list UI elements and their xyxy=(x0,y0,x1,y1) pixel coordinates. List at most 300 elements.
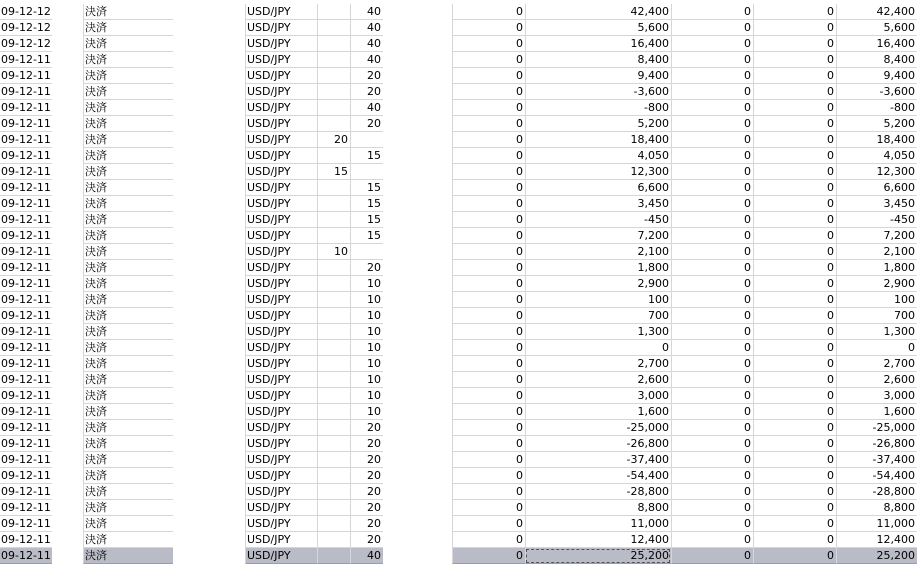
cell-qty-a[interactable]: 20 xyxy=(317,132,350,148)
cell-total[interactable]: -25,000 xyxy=(836,420,917,436)
cell-zero-3[interactable]: 0 xyxy=(753,132,836,148)
cell-date[interactable]: 09-12-11 xyxy=(1,261,51,274)
cell-qty-b[interactable] xyxy=(350,164,383,180)
cell-zero-2[interactable]: 0 xyxy=(671,452,753,468)
cell-zero-3[interactable]: 0 xyxy=(753,516,836,532)
cell-zero-1[interactable]: 0 xyxy=(452,196,525,212)
cell-total[interactable]: -450 xyxy=(836,212,917,228)
cell-zero-2[interactable]: 0 xyxy=(671,196,753,212)
cell-date[interactable]: 09-12-11 xyxy=(1,421,51,434)
cell-total[interactable]: 700 xyxy=(836,308,917,324)
cell-profit-loss[interactable]: 2,900 xyxy=(525,276,671,292)
cell-type[interactable]: 決済 xyxy=(83,20,173,36)
cell-total[interactable]: 5,600 xyxy=(836,20,917,36)
cell-date[interactable]: 09-12-11 xyxy=(1,373,51,386)
cell-qty-a[interactable] xyxy=(317,468,350,484)
cell-pair[interactable]: USD/JPY xyxy=(245,516,317,532)
cell-type[interactable]: 決済 xyxy=(83,68,173,84)
cell-pair[interactable]: USD/JPY xyxy=(245,212,317,228)
cell-zero-3[interactable]: 0 xyxy=(753,36,836,52)
cell-qty-a[interactable] xyxy=(317,4,350,20)
cell-pair[interactable]: USD/JPY xyxy=(245,484,317,500)
cell-qty-a[interactable]: 10 xyxy=(317,244,350,260)
cell-type[interactable]: 決済 xyxy=(83,116,173,132)
cell-zero-3[interactable]: 0 xyxy=(753,340,836,356)
cell-profit-loss[interactable]: -54,400 xyxy=(525,468,671,484)
cell-date[interactable]: 09-12-11 xyxy=(1,453,51,466)
table-row[interactable] xyxy=(0,340,919,356)
cell-type[interactable]: 決済 xyxy=(83,132,173,148)
cell-date[interactable]: 09-12-11 xyxy=(1,229,51,242)
cell-zero-1[interactable]: 0 xyxy=(452,420,525,436)
cell-zero-3[interactable]: 0 xyxy=(753,164,836,180)
cell-total[interactable]: 1,600 xyxy=(836,404,917,420)
cell-qty-b[interactable]: 15 xyxy=(350,196,383,212)
cell-zero-1[interactable]: 0 xyxy=(452,532,525,548)
cell-type[interactable]: 決済 xyxy=(83,468,173,484)
cell-zero-2[interactable]: 0 xyxy=(671,308,753,324)
cell-total[interactable]: 2,100 xyxy=(836,244,917,260)
cell-zero-2[interactable]: 0 xyxy=(671,404,753,420)
cell-profit-loss[interactable]: 11,000 xyxy=(525,516,671,532)
cell-zero-3[interactable]: 0 xyxy=(753,260,836,276)
cell-zero-2[interactable]: 0 xyxy=(671,132,753,148)
table-row[interactable] xyxy=(0,276,919,292)
cell-date[interactable]: 09-12-11 xyxy=(1,149,51,162)
cell-pair[interactable]: USD/JPY xyxy=(245,468,317,484)
cell-type[interactable]: 決済 xyxy=(83,324,173,340)
cell-pair[interactable]: USD/JPY xyxy=(245,36,317,52)
cell-total[interactable]: 3,450 xyxy=(836,196,917,212)
table-row[interactable] xyxy=(0,148,919,164)
cell-qty-b[interactable]: 20 xyxy=(350,436,383,452)
cell-type[interactable]: 決済 xyxy=(83,100,173,116)
cell-type[interactable]: 決済 xyxy=(83,308,173,324)
cell-zero-2[interactable]: 0 xyxy=(671,276,753,292)
cell-date[interactable]: 09-12-11 xyxy=(1,213,51,226)
cell-pair[interactable]: USD/JPY xyxy=(245,132,317,148)
cell-profit-loss[interactable]: 5,600 xyxy=(525,20,671,36)
cell-total[interactable]: -37,400 xyxy=(836,452,917,468)
cell-zero-2[interactable]: 0 xyxy=(671,340,753,356)
cell-pair[interactable]: USD/JPY xyxy=(245,452,317,468)
cell-qty-a[interactable] xyxy=(317,324,350,340)
cell-type[interactable]: 決済 xyxy=(83,292,173,308)
cell-pair[interactable]: USD/JPY xyxy=(245,324,317,340)
cell-date[interactable]: 09-12-11 xyxy=(1,405,51,418)
cell-qty-b[interactable]: 20 xyxy=(350,468,383,484)
cell-total[interactable]: 5,200 xyxy=(836,116,917,132)
cell-qty-b[interactable]: 15 xyxy=(350,180,383,196)
cell-qty-b[interactable]: 20 xyxy=(350,116,383,132)
cell-qty-a[interactable] xyxy=(317,276,350,292)
cell-total[interactable]: 11,000 xyxy=(836,516,917,532)
cell-zero-1[interactable]: 0 xyxy=(452,516,525,532)
cell-date[interactable]: 09-12-11 xyxy=(1,517,51,530)
table-row[interactable] xyxy=(0,260,919,276)
cell-qty-b[interactable]: 40 xyxy=(350,52,383,68)
table-row[interactable] xyxy=(0,20,919,36)
cell-total[interactable]: 25,200 xyxy=(836,548,917,564)
cell-qty-b[interactable]: 20 xyxy=(350,532,383,548)
cell-zero-3[interactable]: 0 xyxy=(753,196,836,212)
cell-date[interactable]: 09-12-11 xyxy=(1,357,51,370)
cell-total[interactable]: 4,050 xyxy=(836,148,917,164)
cell-qty-b[interactable]: 20 xyxy=(350,500,383,516)
cell-qty-a[interactable] xyxy=(317,452,350,468)
cell-qty-a[interactable] xyxy=(317,148,350,164)
table-row[interactable] xyxy=(0,452,919,468)
cell-zero-3[interactable]: 0 xyxy=(753,404,836,420)
cell-zero-3[interactable]: 0 xyxy=(753,532,836,548)
cell-type[interactable]: 決済 xyxy=(83,36,173,52)
cell-zero-1[interactable]: 0 xyxy=(452,356,525,372)
cell-zero-1[interactable]: 0 xyxy=(452,276,525,292)
cell-zero-3[interactable]: 0 xyxy=(753,356,836,372)
table-row[interactable] xyxy=(0,244,919,260)
cell-type[interactable]: 決済 xyxy=(83,212,173,228)
cell-zero-3[interactable]: 0 xyxy=(753,100,836,116)
cell-total[interactable]: 2,900 xyxy=(836,276,917,292)
table-row[interactable] xyxy=(0,68,919,84)
cell-qty-a[interactable] xyxy=(317,68,350,84)
table-row[interactable] xyxy=(0,356,919,372)
cell-type[interactable]: 決済 xyxy=(83,148,173,164)
cell-type[interactable]: 決済 xyxy=(83,500,173,516)
cell-pair[interactable]: USD/JPY xyxy=(245,52,317,68)
cell-total[interactable]: 0 xyxy=(836,340,917,356)
cell-qty-a[interactable] xyxy=(317,420,350,436)
table-row[interactable] xyxy=(0,548,919,564)
table-row[interactable] xyxy=(0,388,919,404)
cell-zero-3[interactable]: 0 xyxy=(753,148,836,164)
table-row[interactable] xyxy=(0,516,919,532)
cell-zero-3[interactable]: 0 xyxy=(753,308,836,324)
cell-zero-2[interactable]: 0 xyxy=(671,4,753,20)
cell-zero-3[interactable]: 0 xyxy=(753,468,836,484)
cell-zero-2[interactable]: 0 xyxy=(671,468,753,484)
cell-qty-a[interactable] xyxy=(317,404,350,420)
cell-zero-1[interactable]: 0 xyxy=(452,404,525,420)
cell-qty-a[interactable] xyxy=(317,196,350,212)
table-row[interactable] xyxy=(0,212,919,228)
cell-zero-1[interactable]: 0 xyxy=(452,484,525,500)
cell-profit-loss[interactable]: 18,400 xyxy=(525,132,671,148)
cell-date[interactable]: 09-12-11 xyxy=(1,485,51,498)
cell-pair[interactable]: USD/JPY xyxy=(245,196,317,212)
cell-qty-b[interactable]: 20 xyxy=(350,420,383,436)
cell-zero-1[interactable]: 0 xyxy=(452,116,525,132)
cell-qty-a[interactable] xyxy=(317,340,350,356)
cell-type[interactable]: 決済 xyxy=(83,52,173,68)
cell-zero-1[interactable]: 0 xyxy=(452,68,525,84)
cell-pair[interactable]: USD/JPY xyxy=(245,500,317,516)
table-row[interactable] xyxy=(0,436,919,452)
table-row[interactable] xyxy=(0,420,919,436)
cell-qty-a[interactable] xyxy=(317,356,350,372)
table-row[interactable] xyxy=(0,468,919,484)
table-row[interactable] xyxy=(0,484,919,500)
cell-date[interactable]: 09-12-11 xyxy=(1,101,51,114)
cell-zero-3[interactable]: 0 xyxy=(753,420,836,436)
cell-zero-3[interactable]: 0 xyxy=(753,20,836,36)
cell-zero-2[interactable]: 0 xyxy=(671,388,753,404)
cell-zero-1[interactable]: 0 xyxy=(452,292,525,308)
cell-zero-3[interactable]: 0 xyxy=(753,388,836,404)
cell-profit-loss[interactable]: 8,800 xyxy=(525,500,671,516)
cell-zero-2[interactable]: 0 xyxy=(671,148,753,164)
cell-pair[interactable]: USD/JPY xyxy=(245,404,317,420)
cell-zero-2[interactable]: 0 xyxy=(671,436,753,452)
cell-date[interactable]: 09-12-11 xyxy=(1,309,51,322)
cell-zero-3[interactable]: 0 xyxy=(753,324,836,340)
cell-type[interactable]: 決済 xyxy=(83,4,173,20)
cell-qty-b[interactable]: 40 xyxy=(350,100,383,116)
cell-profit-loss[interactable]: 3,450 xyxy=(525,196,671,212)
cell-qty-a[interactable] xyxy=(317,308,350,324)
cell-profit-loss[interactable]: 7,200 xyxy=(525,228,671,244)
cell-zero-2[interactable]: 0 xyxy=(671,180,753,196)
cell-qty-a[interactable] xyxy=(317,100,350,116)
cell-zero-3[interactable]: 0 xyxy=(753,180,836,196)
cell-pair[interactable]: USD/JPY xyxy=(245,388,317,404)
cell-qty-a[interactable] xyxy=(317,484,350,500)
table-row[interactable] xyxy=(0,84,919,100)
cell-zero-1[interactable]: 0 xyxy=(452,452,525,468)
cell-qty-b[interactable]: 10 xyxy=(350,308,383,324)
cell-zero-1[interactable]: 0 xyxy=(452,324,525,340)
cell-zero-1[interactable]: 0 xyxy=(452,500,525,516)
cell-zero-3[interactable]: 0 xyxy=(753,436,836,452)
cell-zero-2[interactable]: 0 xyxy=(671,548,753,564)
cell-profit-loss[interactable]: -26,800 xyxy=(525,436,671,452)
cell-total[interactable]: 8,400 xyxy=(836,52,917,68)
cell-qty-b[interactable]: 40 xyxy=(350,548,383,564)
cell-type[interactable]: 決済 xyxy=(83,420,173,436)
cell-date[interactable]: 09-12-11 xyxy=(1,165,51,178)
cell-qty-a[interactable] xyxy=(317,500,350,516)
cell-pair[interactable]: USD/JPY xyxy=(245,244,317,260)
cell-total[interactable]: -3,600 xyxy=(836,84,917,100)
cell-profit-loss[interactable]: 16,400 xyxy=(525,36,671,52)
cell-pair[interactable]: USD/JPY xyxy=(245,292,317,308)
cell-profit-loss[interactable]: 0 xyxy=(525,340,671,356)
cell-zero-1[interactable]: 0 xyxy=(452,228,525,244)
cell-zero-1[interactable]: 0 xyxy=(452,100,525,116)
cell-profit-loss[interactable]: 25,200 xyxy=(525,548,671,564)
cell-qty-a[interactable] xyxy=(317,212,350,228)
cell-total[interactable]: -54,400 xyxy=(836,468,917,484)
cell-zero-3[interactable]: 0 xyxy=(753,452,836,468)
cell-pair[interactable]: USD/JPY xyxy=(245,180,317,196)
cell-date[interactable]: 09-12-11 xyxy=(1,117,51,130)
cell-zero-2[interactable]: 0 xyxy=(671,484,753,500)
cell-zero-1[interactable]: 0 xyxy=(452,20,525,36)
cell-profit-loss[interactable]: -37,400 xyxy=(525,452,671,468)
cell-qty-a[interactable] xyxy=(317,116,350,132)
cell-date[interactable]: 09-12-11 xyxy=(1,197,51,210)
cell-type[interactable]: 決済 xyxy=(83,180,173,196)
cell-qty-b[interactable]: 10 xyxy=(350,292,383,308)
cell-qty-a[interactable] xyxy=(317,372,350,388)
cell-qty-b[interactable]: 40 xyxy=(350,4,383,20)
cell-profit-loss[interactable]: 8,400 xyxy=(525,52,671,68)
cell-qty-b[interactable]: 40 xyxy=(350,20,383,36)
cell-pair[interactable]: USD/JPY xyxy=(245,4,317,20)
cell-date[interactable]: 09-12-11 xyxy=(1,469,51,482)
cell-zero-2[interactable]: 0 xyxy=(671,500,753,516)
cell-pair[interactable]: USD/JPY xyxy=(245,260,317,276)
cell-pair[interactable]: USD/JPY xyxy=(245,84,317,100)
cell-type[interactable]: 決済 xyxy=(83,260,173,276)
cell-zero-2[interactable]: 0 xyxy=(671,68,753,84)
cell-qty-b[interactable]: 10 xyxy=(350,324,383,340)
cell-total[interactable]: 2,700 xyxy=(836,356,917,372)
cell-zero-2[interactable]: 0 xyxy=(671,52,753,68)
cell-pair[interactable]: USD/JPY xyxy=(245,68,317,84)
cell-total[interactable]: 9,400 xyxy=(836,68,917,84)
cell-profit-loss[interactable]: -450 xyxy=(525,212,671,228)
cell-total[interactable]: 1,300 xyxy=(836,324,917,340)
cell-qty-a[interactable] xyxy=(317,516,350,532)
cell-qty-b[interactable]: 20 xyxy=(350,484,383,500)
cell-zero-2[interactable]: 0 xyxy=(671,372,753,388)
cell-date[interactable]: 09-12-11 xyxy=(1,277,51,290)
cell-zero-1[interactable]: 0 xyxy=(452,180,525,196)
cell-pair[interactable]: USD/JPY xyxy=(245,356,317,372)
cell-type[interactable]: 決済 xyxy=(83,244,173,260)
table-row[interactable] xyxy=(0,196,919,212)
cell-total[interactable]: -28,800 xyxy=(836,484,917,500)
cell-qty-b[interactable]: 10 xyxy=(350,356,383,372)
cell-zero-3[interactable]: 0 xyxy=(753,372,836,388)
cell-date[interactable]: 09-12-11 xyxy=(1,245,51,258)
cell-qty-a[interactable] xyxy=(317,388,350,404)
cell-profit-loss[interactable]: 12,300 xyxy=(525,164,671,180)
cell-zero-3[interactable]: 0 xyxy=(753,212,836,228)
cell-type[interactable]: 決済 xyxy=(83,356,173,372)
cell-zero-3[interactable]: 0 xyxy=(753,244,836,260)
cell-type[interactable]: 決済 xyxy=(83,228,173,244)
cell-qty-b[interactable]: 20 xyxy=(350,516,383,532)
cell-date[interactable]: 09-12-11 xyxy=(1,53,51,66)
table-row[interactable] xyxy=(0,180,919,196)
cell-zero-2[interactable]: 0 xyxy=(671,532,753,548)
cell-qty-a[interactable] xyxy=(317,260,350,276)
cell-zero-1[interactable]: 0 xyxy=(452,212,525,228)
cell-zero-1[interactable]: 0 xyxy=(452,340,525,356)
cell-zero-3[interactable]: 0 xyxy=(753,276,836,292)
cell-pair[interactable]: USD/JPY xyxy=(245,276,317,292)
cell-qty-a[interactable] xyxy=(317,292,350,308)
cell-zero-1[interactable]: 0 xyxy=(452,260,525,276)
cell-zero-1[interactable]: 0 xyxy=(452,436,525,452)
cell-zero-1[interactable]: 0 xyxy=(452,164,525,180)
cell-profit-loss[interactable]: -28,800 xyxy=(525,484,671,500)
cell-profit-loss[interactable]: 2,700 xyxy=(525,356,671,372)
cell-zero-2[interactable]: 0 xyxy=(671,516,753,532)
cell-zero-1[interactable]: 0 xyxy=(452,84,525,100)
cell-zero-2[interactable]: 0 xyxy=(671,260,753,276)
cell-date[interactable]: 09-12-11 xyxy=(1,533,51,546)
cell-zero-2[interactable]: 0 xyxy=(671,356,753,372)
cell-pair[interactable]: USD/JPY xyxy=(245,148,317,164)
cell-type[interactable]: 決済 xyxy=(83,196,173,212)
table-row[interactable] xyxy=(0,36,919,52)
cell-qty-b[interactable]: 20 xyxy=(350,68,383,84)
table-row[interactable] xyxy=(0,164,919,180)
table-row[interactable] xyxy=(0,228,919,244)
cell-zero-2[interactable]: 0 xyxy=(671,116,753,132)
cell-type[interactable]: 決済 xyxy=(83,484,173,500)
cell-pair[interactable]: USD/JPY xyxy=(245,420,317,436)
table-row[interactable] xyxy=(0,324,919,340)
table-row[interactable] xyxy=(0,4,919,20)
cell-pair[interactable]: USD/JPY xyxy=(245,372,317,388)
cell-type[interactable]: 決済 xyxy=(83,532,173,548)
cell-qty-b[interactable] xyxy=(350,244,383,260)
cell-type[interactable]: 決済 xyxy=(83,164,173,180)
cell-profit-loss[interactable]: 1,300 xyxy=(525,324,671,340)
cell-qty-a[interactable] xyxy=(317,436,350,452)
cell-total[interactable]: 8,800 xyxy=(836,500,917,516)
cell-total[interactable]: 7,200 xyxy=(836,228,917,244)
table-row[interactable] xyxy=(0,404,919,420)
cell-date[interactable]: 09-12-11 xyxy=(1,181,51,194)
cell-pair[interactable]: USD/JPY xyxy=(245,228,317,244)
cell-qty-b[interactable]: 15 xyxy=(350,148,383,164)
cell-profit-loss[interactable]: 2,100 xyxy=(525,244,671,260)
cell-type[interactable]: 決済 xyxy=(83,404,173,420)
cell-pair[interactable]: USD/JPY xyxy=(245,116,317,132)
cell-profit-loss[interactable]: 6,600 xyxy=(525,180,671,196)
cell-total[interactable]: 1,800 xyxy=(836,260,917,276)
cell-profit-loss[interactable]: 700 xyxy=(525,308,671,324)
cell-zero-2[interactable]: 0 xyxy=(671,212,753,228)
cell-zero-2[interactable]: 0 xyxy=(671,100,753,116)
cell-type[interactable]: 決済 xyxy=(83,84,173,100)
cell-zero-2[interactable]: 0 xyxy=(671,324,753,340)
cell-zero-3[interactable]: 0 xyxy=(753,548,836,564)
cell-profit-loss[interactable]: 2,600 xyxy=(525,372,671,388)
cell-date[interactable]: 09-12-12 xyxy=(1,5,51,18)
cell-pair[interactable]: USD/JPY xyxy=(245,532,317,548)
cell-type[interactable]: 決済 xyxy=(83,276,173,292)
cell-total[interactable]: -800 xyxy=(836,100,917,116)
cell-profit-loss[interactable]: -800 xyxy=(525,100,671,116)
cell-profit-loss[interactable]: 1,800 xyxy=(525,260,671,276)
cell-profit-loss[interactable]: -25,000 xyxy=(525,420,671,436)
cell-total[interactable]: 18,400 xyxy=(836,132,917,148)
cell-qty-a[interactable] xyxy=(317,52,350,68)
cell-zero-3[interactable]: 0 xyxy=(753,292,836,308)
cell-qty-b[interactable]: 15 xyxy=(350,212,383,228)
cell-profit-loss[interactable]: 5,200 xyxy=(525,116,671,132)
cell-type[interactable]: 決済 xyxy=(83,516,173,532)
cell-total[interactable]: 12,400 xyxy=(836,532,917,548)
cell-total[interactable]: 2,600 xyxy=(836,372,917,388)
cell-zero-3[interactable]: 0 xyxy=(753,52,836,68)
cell-qty-b[interactable]: 20 xyxy=(350,84,383,100)
cell-zero-1[interactable]: 0 xyxy=(452,132,525,148)
cell-pair[interactable]: USD/JPY xyxy=(245,340,317,356)
cell-pair[interactable]: USD/JPY xyxy=(245,436,317,452)
cell-profit-loss[interactable]: 12,400 xyxy=(525,532,671,548)
cell-zero-1[interactable]: 0 xyxy=(452,468,525,484)
cell-zero-1[interactable]: 0 xyxy=(452,548,525,564)
cell-zero-1[interactable]: 0 xyxy=(452,388,525,404)
cell-date[interactable]: 09-12-11 xyxy=(1,389,51,402)
